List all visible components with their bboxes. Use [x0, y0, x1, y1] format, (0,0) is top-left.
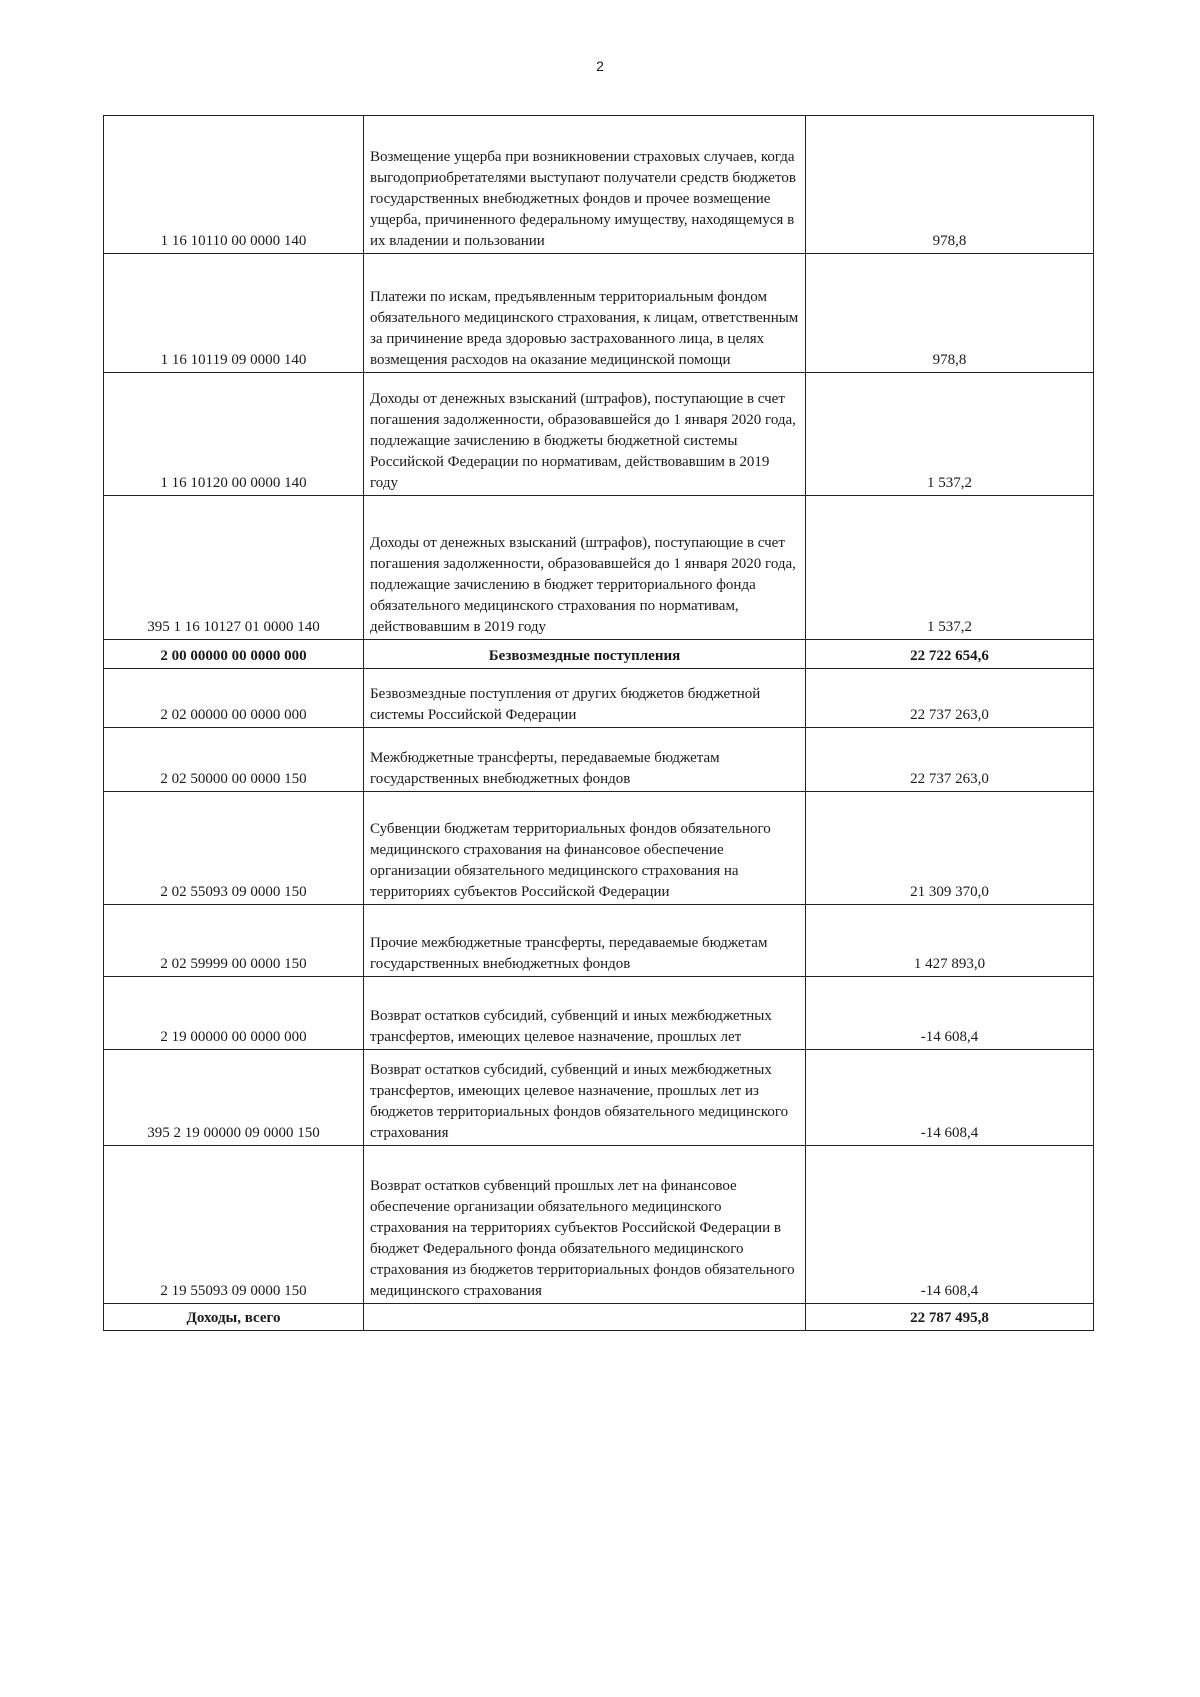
table-row	[104, 373, 1094, 496]
row-description: Безвозмездные поступления	[364, 640, 806, 669]
row-code: 1 16 10120 00 0000 140	[104, 373, 364, 496]
table-row	[104, 496, 1094, 640]
row-code: 2 02 50000 00 0000 150	[104, 728, 364, 792]
table-row	[104, 116, 1094, 254]
row-amount: 978,8	[806, 116, 1094, 254]
row-code: 395 1 16 10127 01 0000 140	[104, 496, 364, 640]
row-amount: 22 722 654,6	[806, 640, 1094, 669]
total-amount: 22 787 495,8	[806, 1304, 1094, 1331]
table-row	[104, 669, 1094, 728]
total-label: Доходы, всего	[104, 1304, 364, 1331]
total-row	[104, 1304, 1094, 1331]
row-amount: 21 309 370,0	[806, 792, 1094, 905]
row-description: Возмещение ущерба при возникновении страховых случаев, когда выгодоприобретателями выступают получатели средств бюджетов государственных внебюджетных фондов и прочее возмещение ущерба, причиненного федеральному имуществу, находящемуся в их владении и пользовании	[364, 116, 806, 254]
row-amount: 22 737 263,0	[806, 728, 1094, 792]
row-description: Межбюджетные трансферты, передаваемые бюджетам государственных внебюджетных фондов	[364, 728, 806, 792]
row-code: 395 2 19 00000 09 0000 150	[104, 1050, 364, 1146]
table-row	[104, 1146, 1094, 1304]
table-row	[104, 728, 1094, 792]
total-description-empty	[364, 1304, 806, 1331]
table-row	[104, 640, 1094, 669]
row-code: 2 02 55093 09 0000 150	[104, 792, 364, 905]
row-description: Доходы от денежных взысканий (штрафов), поступающие в счет погашения задолженности, образовавшейся до 1 января 2020 года, подлежащие зачислению в бюджеты бюджетной системы Российской Федерации по нормативам, действовавшим в 2019 году	[364, 373, 806, 496]
row-code: 1 16 10110 00 0000 140	[104, 116, 364, 254]
row-amount: -14 608,4	[806, 1146, 1094, 1304]
row-amount: -14 608,4	[806, 977, 1094, 1050]
row-amount: 978,8	[806, 254, 1094, 373]
row-code: 2 02 59999 00 0000 150	[104, 905, 364, 977]
row-amount: 1 427 893,0	[806, 905, 1094, 977]
row-amount: 1 537,2	[806, 496, 1094, 640]
row-description: Субвенции бюджетам территориальных фондов обязательного медицинского страхования на финансовое обеспечение организации обязательного медицинского страхования на территориях субъектов Российской Федерации	[364, 792, 806, 905]
row-code: 2 00 00000 00 0000 000	[104, 640, 364, 669]
table-row	[104, 792, 1094, 905]
table-row	[104, 977, 1094, 1050]
row-amount: 22 737 263,0	[806, 669, 1094, 728]
table-row	[104, 905, 1094, 977]
table-row	[104, 254, 1094, 373]
table-row	[104, 1050, 1094, 1146]
row-code: 1 16 10119 09 0000 140	[104, 254, 364, 373]
page-number: 2	[596, 58, 604, 74]
row-amount: 1 537,2	[806, 373, 1094, 496]
row-description: Безвозмездные поступления от других бюджетов бюджетной системы Российской Федерации	[364, 669, 806, 728]
row-description: Возврат остатков субсидий, субвенций и иных межбюджетных трансфертов, имеющих целевое назначение, прошлых лет	[364, 977, 806, 1050]
row-description: Возврат остатков субвенций прошлых лет на финансовое обеспечение организации обязательного медицинского страхования на территориях субъектов Российской Федерации в бюджет Федерального фонда обязательного медицинского страхования из бюджетов территориальных фондов обязательного медицинского страхования	[364, 1146, 806, 1304]
row-description: Платежи по искам, предъявленным территориальным фондом обязательного медицинского страхования, к лицам, ответственным за причинение вреда здоровью застрахованного лица, в целях возмещения расходов на оказание медицинской помощи	[364, 254, 806, 373]
row-description: Возврат остатков субсидий, субвенций и иных межбюджетных трансфертов, имеющих целевое назначение, прошлых лет из бюджетов территориальных фондов обязательного медицинского страхования	[364, 1050, 806, 1146]
row-description: Прочие межбюджетные трансферты, передаваемые бюджетам государственных внебюджетных фондов	[364, 905, 806, 977]
row-description: Доходы от денежных взысканий (штрафов), поступающие в счет погашения задолженности, образовавшейся до 1 января 2020 года, подлежащие зачислению в бюджет территориального фонда обязательного медицинского страхования по нормативам, действовавшим в 2019 году	[364, 496, 806, 640]
row-code: 2 19 00000 00 0000 000	[104, 977, 364, 1050]
row-code: 2 19 55093 09 0000 150	[104, 1146, 364, 1304]
row-code: 2 02 00000 00 0000 000	[104, 669, 364, 728]
revenue-table	[103, 115, 1094, 1331]
row-amount: -14 608,4	[806, 1050, 1094, 1146]
